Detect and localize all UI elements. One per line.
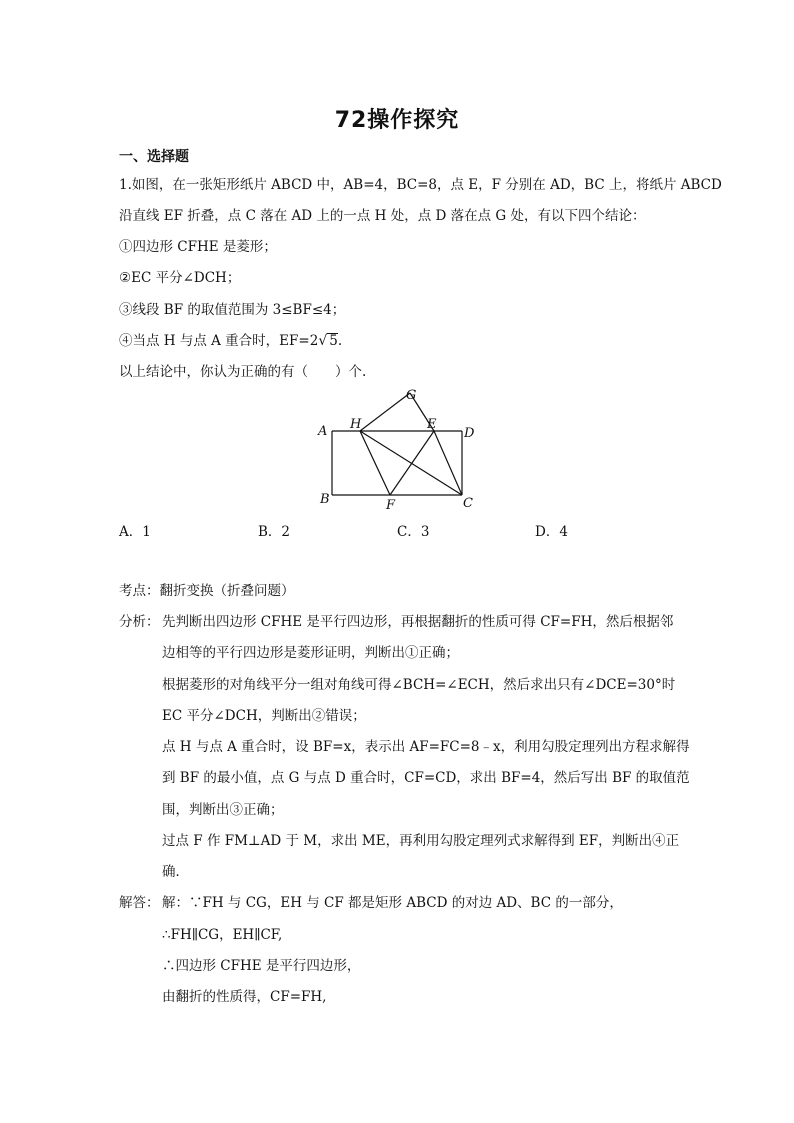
conclusion-4-text: ④当点 H 与点 A 重合时，EF=2 — [119, 333, 319, 349]
fenxi-line-5: 点 H 与点 A 重合时，设 BF=x，表示出 AF=FC=8﹣x，利用勾股定理列出方程求解得 — [162, 739, 690, 755]
label-C: C — [463, 496, 473, 511]
page-title: 72操作探究 — [334, 108, 460, 133]
jieda-line-1: 解：∵FH 与 CG，EH 与 CF 都是矩形 ABCD 的对边 AD、BC 的一部分， — [162, 895, 623, 911]
label-F: F — [386, 498, 396, 513]
fenxi-line-3: 根据菱形的对角线平分一组对角线可得∠BCH=∠ECH，然后求出只有∠DCE=30°时 — [162, 677, 676, 693]
section-heading: 一、选择题 — [119, 149, 189, 165]
option-a: A．1 — [119, 524, 151, 540]
conclusion-4 — [119, 331, 342, 351]
label-A: A — [318, 424, 328, 439]
fenxi-label: 分析： — [119, 614, 160, 630]
fenxi-line-2: 边相等的平行四边形是菱形证明，判断出①正确； — [162, 645, 459, 661]
label-H: H — [350, 417, 362, 432]
label-B: B — [320, 492, 330, 507]
question-ask: 以上结论中，你认为正确的有（ ）个. — [119, 364, 367, 380]
fenxi-line-7: 围，判断出③正确； — [162, 802, 284, 818]
kaodian-text: 翻折变换（折叠问题） — [159, 583, 295, 599]
segment-EF — [390, 431, 434, 495]
question-line-1: 1.如图，在一张矩形纸片 ABCD 中，AB=4，BC=8，点 E，F 分别在 AD，BC 上，将纸片 ABCD — [119, 177, 722, 193]
label-E: E — [427, 417, 437, 432]
fenxi-line-8: 过点 F 作 FM⊥AD 于 M，求出 ME，再利用勾股定理列式求解得到 EF，判断出④正 — [162, 833, 680, 849]
kaodian-label: 考点： — [119, 583, 160, 599]
conclusion-4-end: . — [337, 333, 343, 349]
option-c: C．3 — [397, 524, 430, 540]
jieda-line-2: ∴FH∥CG，EH∥CF, — [162, 927, 283, 943]
conclusion-1: ①四边形 CFHE 是菱形； — [119, 239, 277, 255]
conclusion-2: ②EC 平分∠DCH； — [119, 270, 241, 286]
jieda-line-3: ∴四边形 CFHE 是平行四边形， — [162, 958, 361, 974]
question-line-2: 沿直线 EF 折叠，点 C 落在 AD 上的一点 H 处，点 D 落在点 G 处，有以下四个结论： — [119, 208, 646, 224]
fenxi-line-1: 先判断出四边形 CFHE 是平行四边形，再根据翻折的性质可得 CF=FH，然后根据邻 — [162, 614, 674, 630]
segment-HG — [360, 393, 410, 431]
radical-sign: √ — [318, 333, 328, 349]
label-D: D — [464, 426, 475, 441]
fenxi-line-9: 确． — [162, 864, 189, 880]
fenxi-line-4: EC 平分∠DCH，判断出②错误； — [162, 708, 366, 724]
radicand: 5 — [329, 333, 338, 349]
segment-EC — [434, 431, 462, 495]
geometry-figure — [310, 383, 490, 513]
option-d: D．4 — [535, 524, 568, 540]
conclusion-3: ③线段 BF 的取值范围为 3≤BF≤4； — [119, 302, 346, 318]
option-b: B．2 — [258, 524, 291, 540]
label-G: G — [406, 388, 417, 403]
fenxi-line-6: 到 BF 的最小值，点 G 与点 D 重合时，CF=CD，求出 BF=4，然后写出 BF 的取值范 — [162, 770, 690, 786]
jieda-label: 解答： — [119, 895, 160, 911]
jieda-line-4: 由翻折的性质得，CF=FH, — [162, 989, 327, 1005]
kaodian-row — [119, 581, 295, 601]
